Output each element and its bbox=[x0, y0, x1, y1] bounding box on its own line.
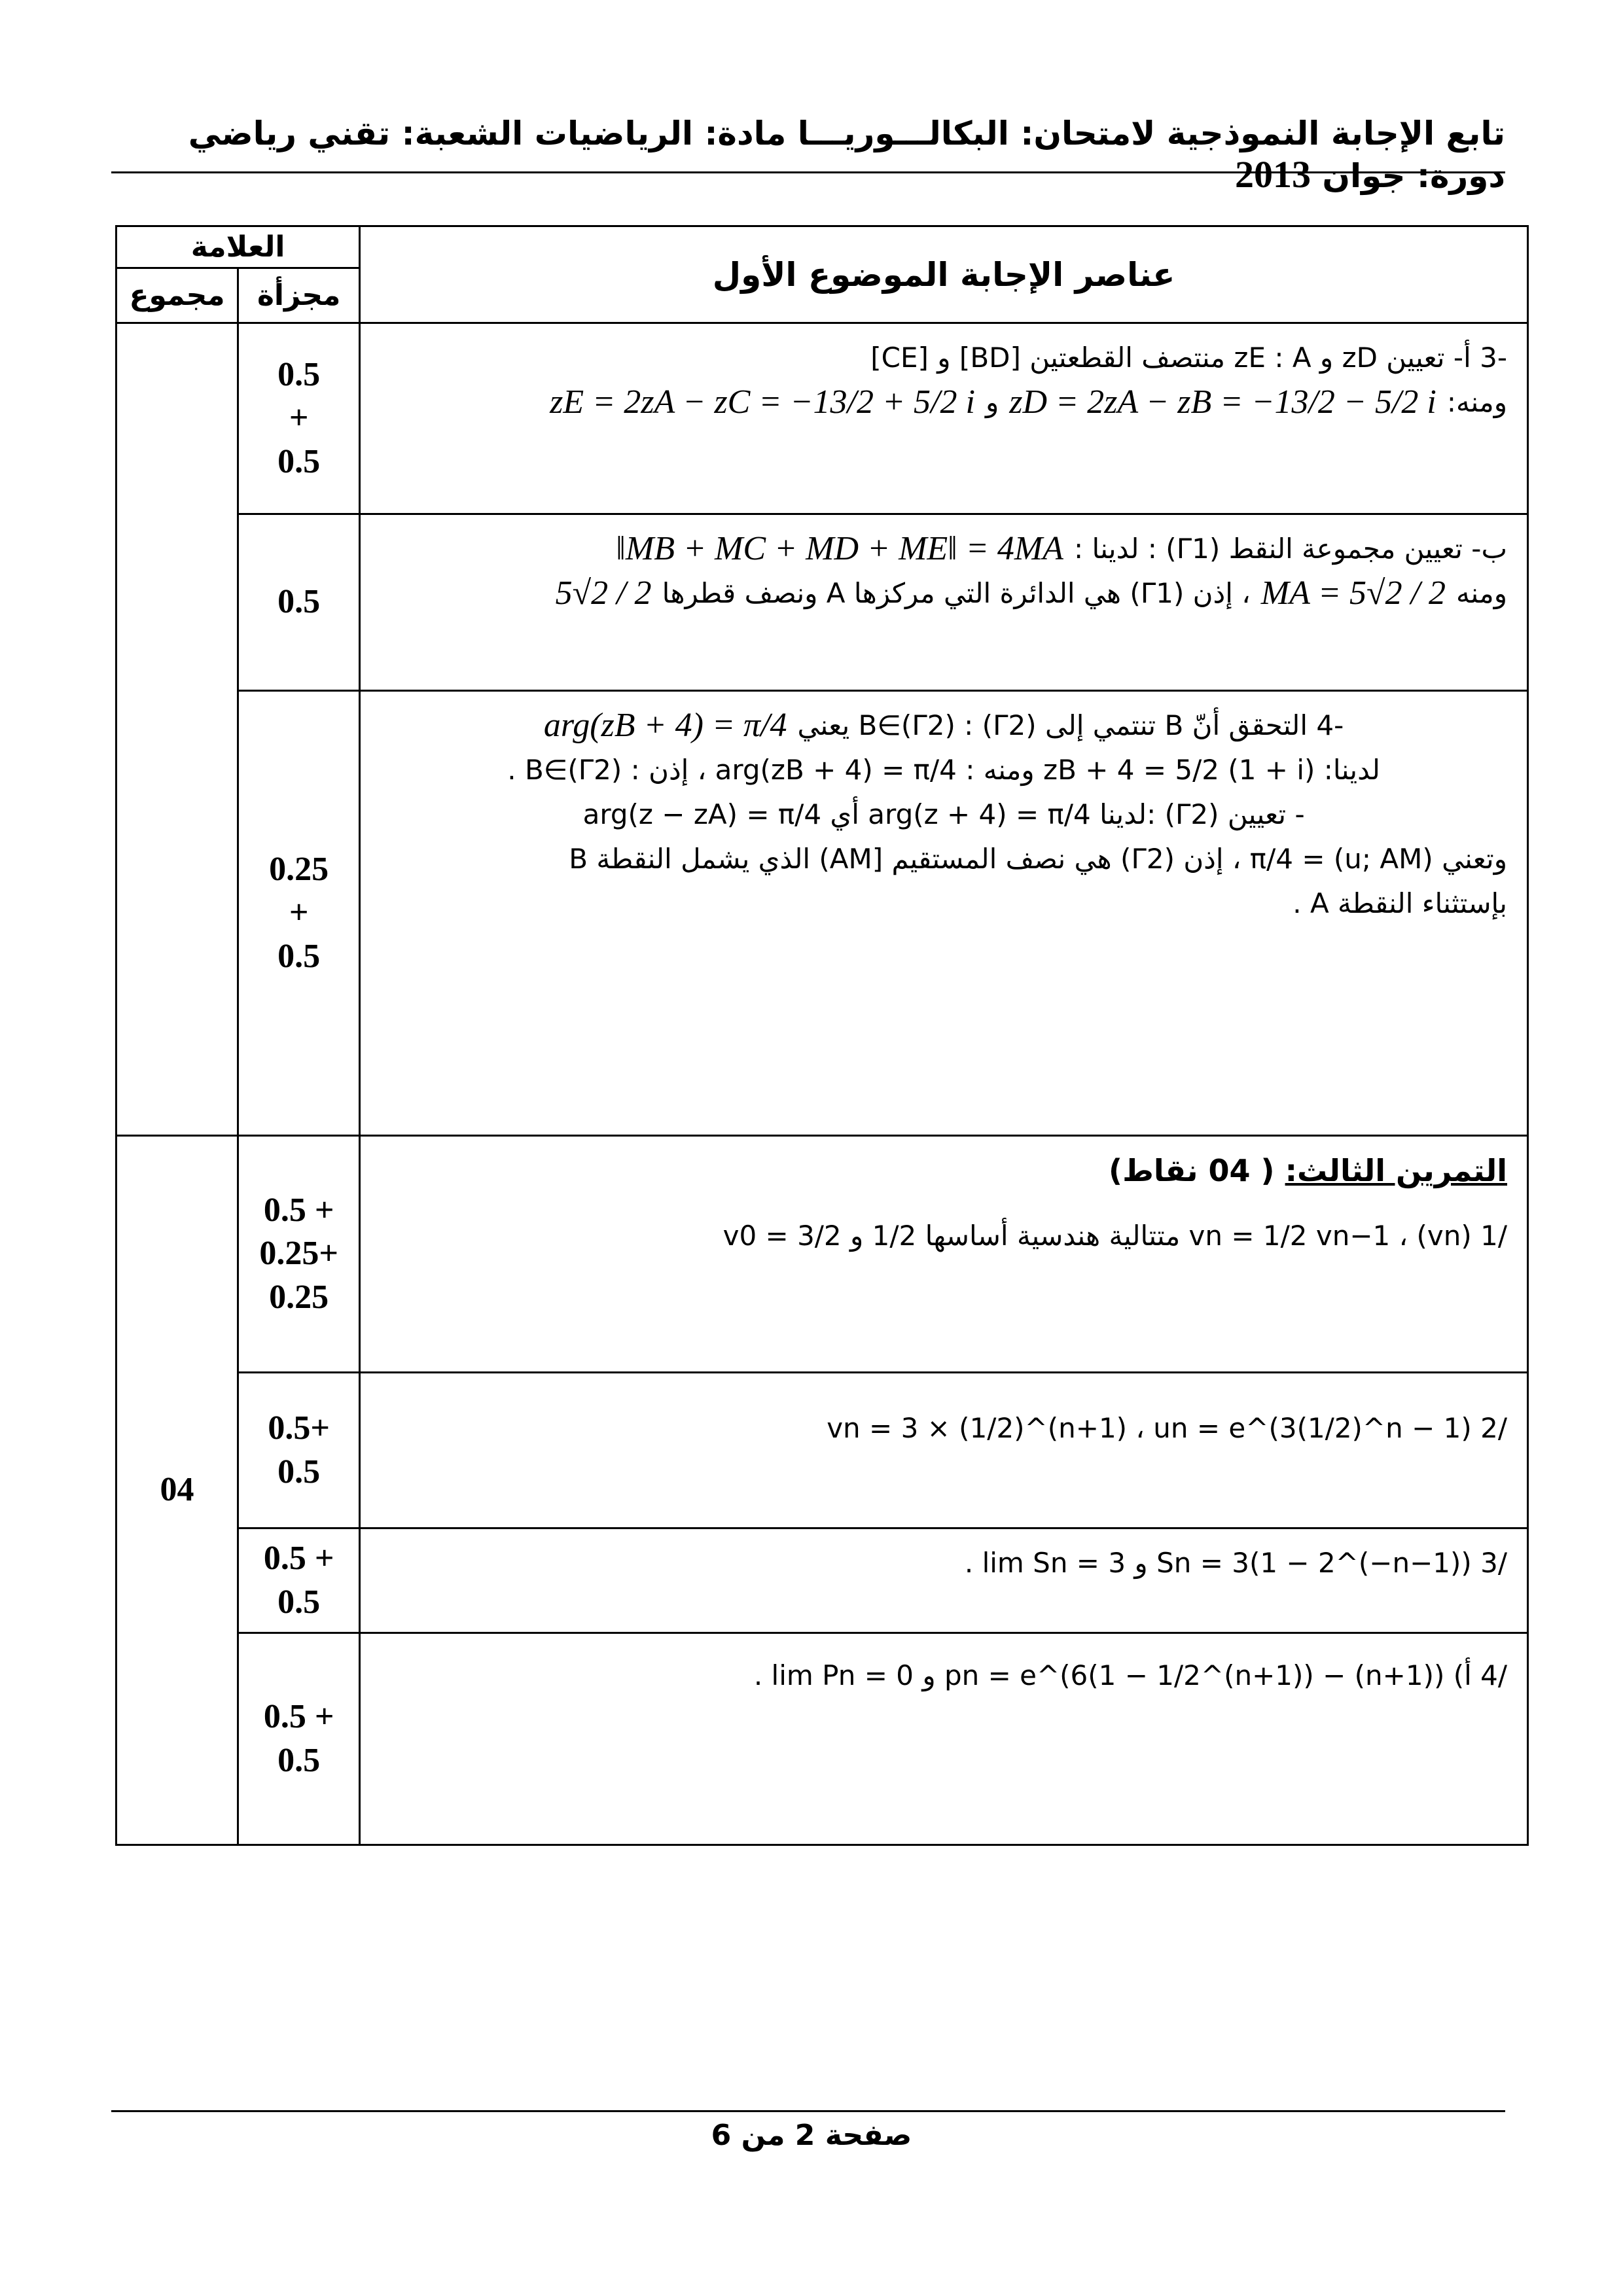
score-value: 0.5 bbox=[277, 355, 321, 393]
text-q4: /4 أ) pn = e^(6(1 − 1/2^(n+1)) − (n+1)) و lim Pn = 0 . bbox=[753, 1659, 1507, 1691]
answer-table bbox=[115, 225, 1529, 1846]
answer-ex3-q4 bbox=[360, 1633, 1528, 1845]
score-value: + 0.5 bbox=[263, 1697, 334, 1735]
score-value: 0.5 bbox=[277, 1453, 321, 1491]
score-value: 0.25 bbox=[269, 1278, 329, 1316]
line-q2 bbox=[380, 1409, 1507, 1448]
math-radius: 5√2 / 2 bbox=[555, 574, 652, 612]
header-rule bbox=[111, 171, 1505, 173]
math-norm: ‖MB + MC + MD + ME‖ = 4MA bbox=[616, 530, 1063, 568]
line-q4 bbox=[380, 1656, 1507, 1695]
text-3b-2b: ، إذن (Γ1) هي الدائرة التي مركزها A ونصف قطرها bbox=[662, 576, 1251, 609]
header-year: 2013 bbox=[1234, 153, 1311, 196]
score-value: + 0.5 bbox=[263, 1539, 334, 1577]
page-footer: صفحة 2 من 6 bbox=[711, 2119, 912, 2152]
total-cell-empty bbox=[116, 323, 238, 1136]
score-value: 0.5 bbox=[277, 583, 321, 621]
text-3a-2: ومنه: bbox=[1446, 385, 1507, 418]
text-q2: /2 vn = 3 × (1/2)^(n+1) ، un = e^(3(1/2)^n − 1) bbox=[827, 1411, 1507, 1444]
score-cell bbox=[238, 514, 360, 691]
line-3b-1 bbox=[380, 529, 1507, 569]
score-cell bbox=[238, 323, 360, 514]
score-value: + 0.5 bbox=[263, 1191, 334, 1229]
line-q1 bbox=[380, 1216, 1507, 1256]
line-4-2 bbox=[380, 751, 1507, 790]
answer-3a bbox=[360, 323, 1528, 514]
text-q3: /3 Sn = 3(1 − 2^(−n−1)) و lim Sn = 3 . bbox=[964, 1546, 1507, 1579]
total-header: مجموع bbox=[116, 268, 238, 323]
answer-ex3-q2 bbox=[360, 1373, 1528, 1528]
text-q1: /1 vn = 1/2 vn−1 ، (vn) متتالية هندسية أساسها 1/2 و v0 = 3/2 bbox=[722, 1219, 1507, 1252]
line-4-4 bbox=[380, 839, 1507, 879]
text-3b-2a: ومنه bbox=[1456, 576, 1507, 609]
footer-rule bbox=[111, 2110, 1505, 2112]
score-value: 0.5 bbox=[277, 1741, 321, 1779]
ex3-title: التمرين الثالث: bbox=[1285, 1152, 1507, 1188]
ex3-points: ( 04 نقاط) bbox=[1109, 1152, 1275, 1188]
score-cell bbox=[238, 1528, 360, 1633]
line-3a-2 bbox=[380, 383, 1507, 422]
text-and: و bbox=[985, 385, 999, 418]
line-3a-1 bbox=[380, 338, 1507, 378]
score-value: + bbox=[289, 894, 309, 932]
answer-3b bbox=[360, 514, 1528, 691]
score-value: 0.5 bbox=[277, 937, 321, 975]
line-4-3 bbox=[380, 795, 1507, 834]
score-cell bbox=[238, 1373, 360, 1528]
line-4-1 bbox=[380, 706, 1507, 745]
text-4-1: -4 التحقق أنّ B تنتمي إلى (Γ2) : B∈(Γ2) يعني bbox=[797, 709, 1344, 741]
score-value: 0.5 bbox=[277, 1583, 321, 1621]
text-4-4: وتعني (u; AM) = π/4 ، إذن (Γ2) هي نصف المستقيم [AM) الذي يشمل النقطة B bbox=[569, 842, 1507, 875]
total-cell: 04 bbox=[116, 1136, 238, 1845]
grade-title: العلامة bbox=[116, 226, 360, 268]
math-ze: zE = 2zA − zC = −13/2 + 5/2 i bbox=[550, 383, 975, 421]
line-4-5 bbox=[380, 884, 1507, 923]
line-3b-2 bbox=[380, 574, 1507, 613]
text-4-5: بإستثناء النقطة A . bbox=[1293, 887, 1507, 919]
answer-ex3-q1 bbox=[360, 1136, 1528, 1373]
text-3a-1: -3 أ- تعيين zD و zE : A منتصف القطعتين [BD] و [CE] bbox=[870, 341, 1507, 374]
partial-header: مجزأة bbox=[238, 268, 360, 323]
score-value: 0.5 bbox=[277, 442, 321, 480]
math-zd: zD = 2zA − zB = −13/2 − 5/2 i bbox=[1009, 383, 1436, 421]
text-4-2: لدينا: zB + 4 = 5/2 (1 + i) ومنه : arg(zB + 4) = π/4 ، إذن : B∈(Γ2) . bbox=[507, 753, 1380, 786]
score-value: +0.5 bbox=[268, 1409, 330, 1447]
line-q3 bbox=[380, 1544, 1507, 1583]
answer-title: عناصر الإجابة الموضوع الأول bbox=[360, 226, 1528, 323]
header-text: تابع الإجابة النموذجية لامتحان: البكالـــوريـــا مادة: الرياضيات الشعبة: تقني رياضي دورة: جوان bbox=[188, 115, 1505, 195]
score-value: +0.25 bbox=[259, 1235, 338, 1273]
score-cell bbox=[238, 1633, 360, 1845]
math-arg-zb: arg(zB + 4) = π/4 bbox=[543, 707, 787, 745]
answer-ex3-q3 bbox=[360, 1528, 1528, 1633]
score-cell bbox=[238, 691, 360, 1136]
page-header bbox=[111, 115, 1505, 196]
text-4-3: - تعيين (Γ2) :لدينا arg(z + 4) = π/4 أي arg(z − zA) = π/4 bbox=[582, 798, 1305, 830]
ex3-title-line bbox=[380, 1151, 1507, 1190]
text-3b-1: ب- تعيين مجموعة النقط (Γ1) : لدينا : bbox=[1073, 532, 1507, 565]
score-cell bbox=[238, 1136, 360, 1373]
score-value: + bbox=[289, 399, 309, 437]
score-value: 0.25 bbox=[269, 850, 329, 888]
answer-4 bbox=[360, 691, 1528, 1136]
math-ma: MA = 5√2 / 2 bbox=[1260, 574, 1446, 612]
